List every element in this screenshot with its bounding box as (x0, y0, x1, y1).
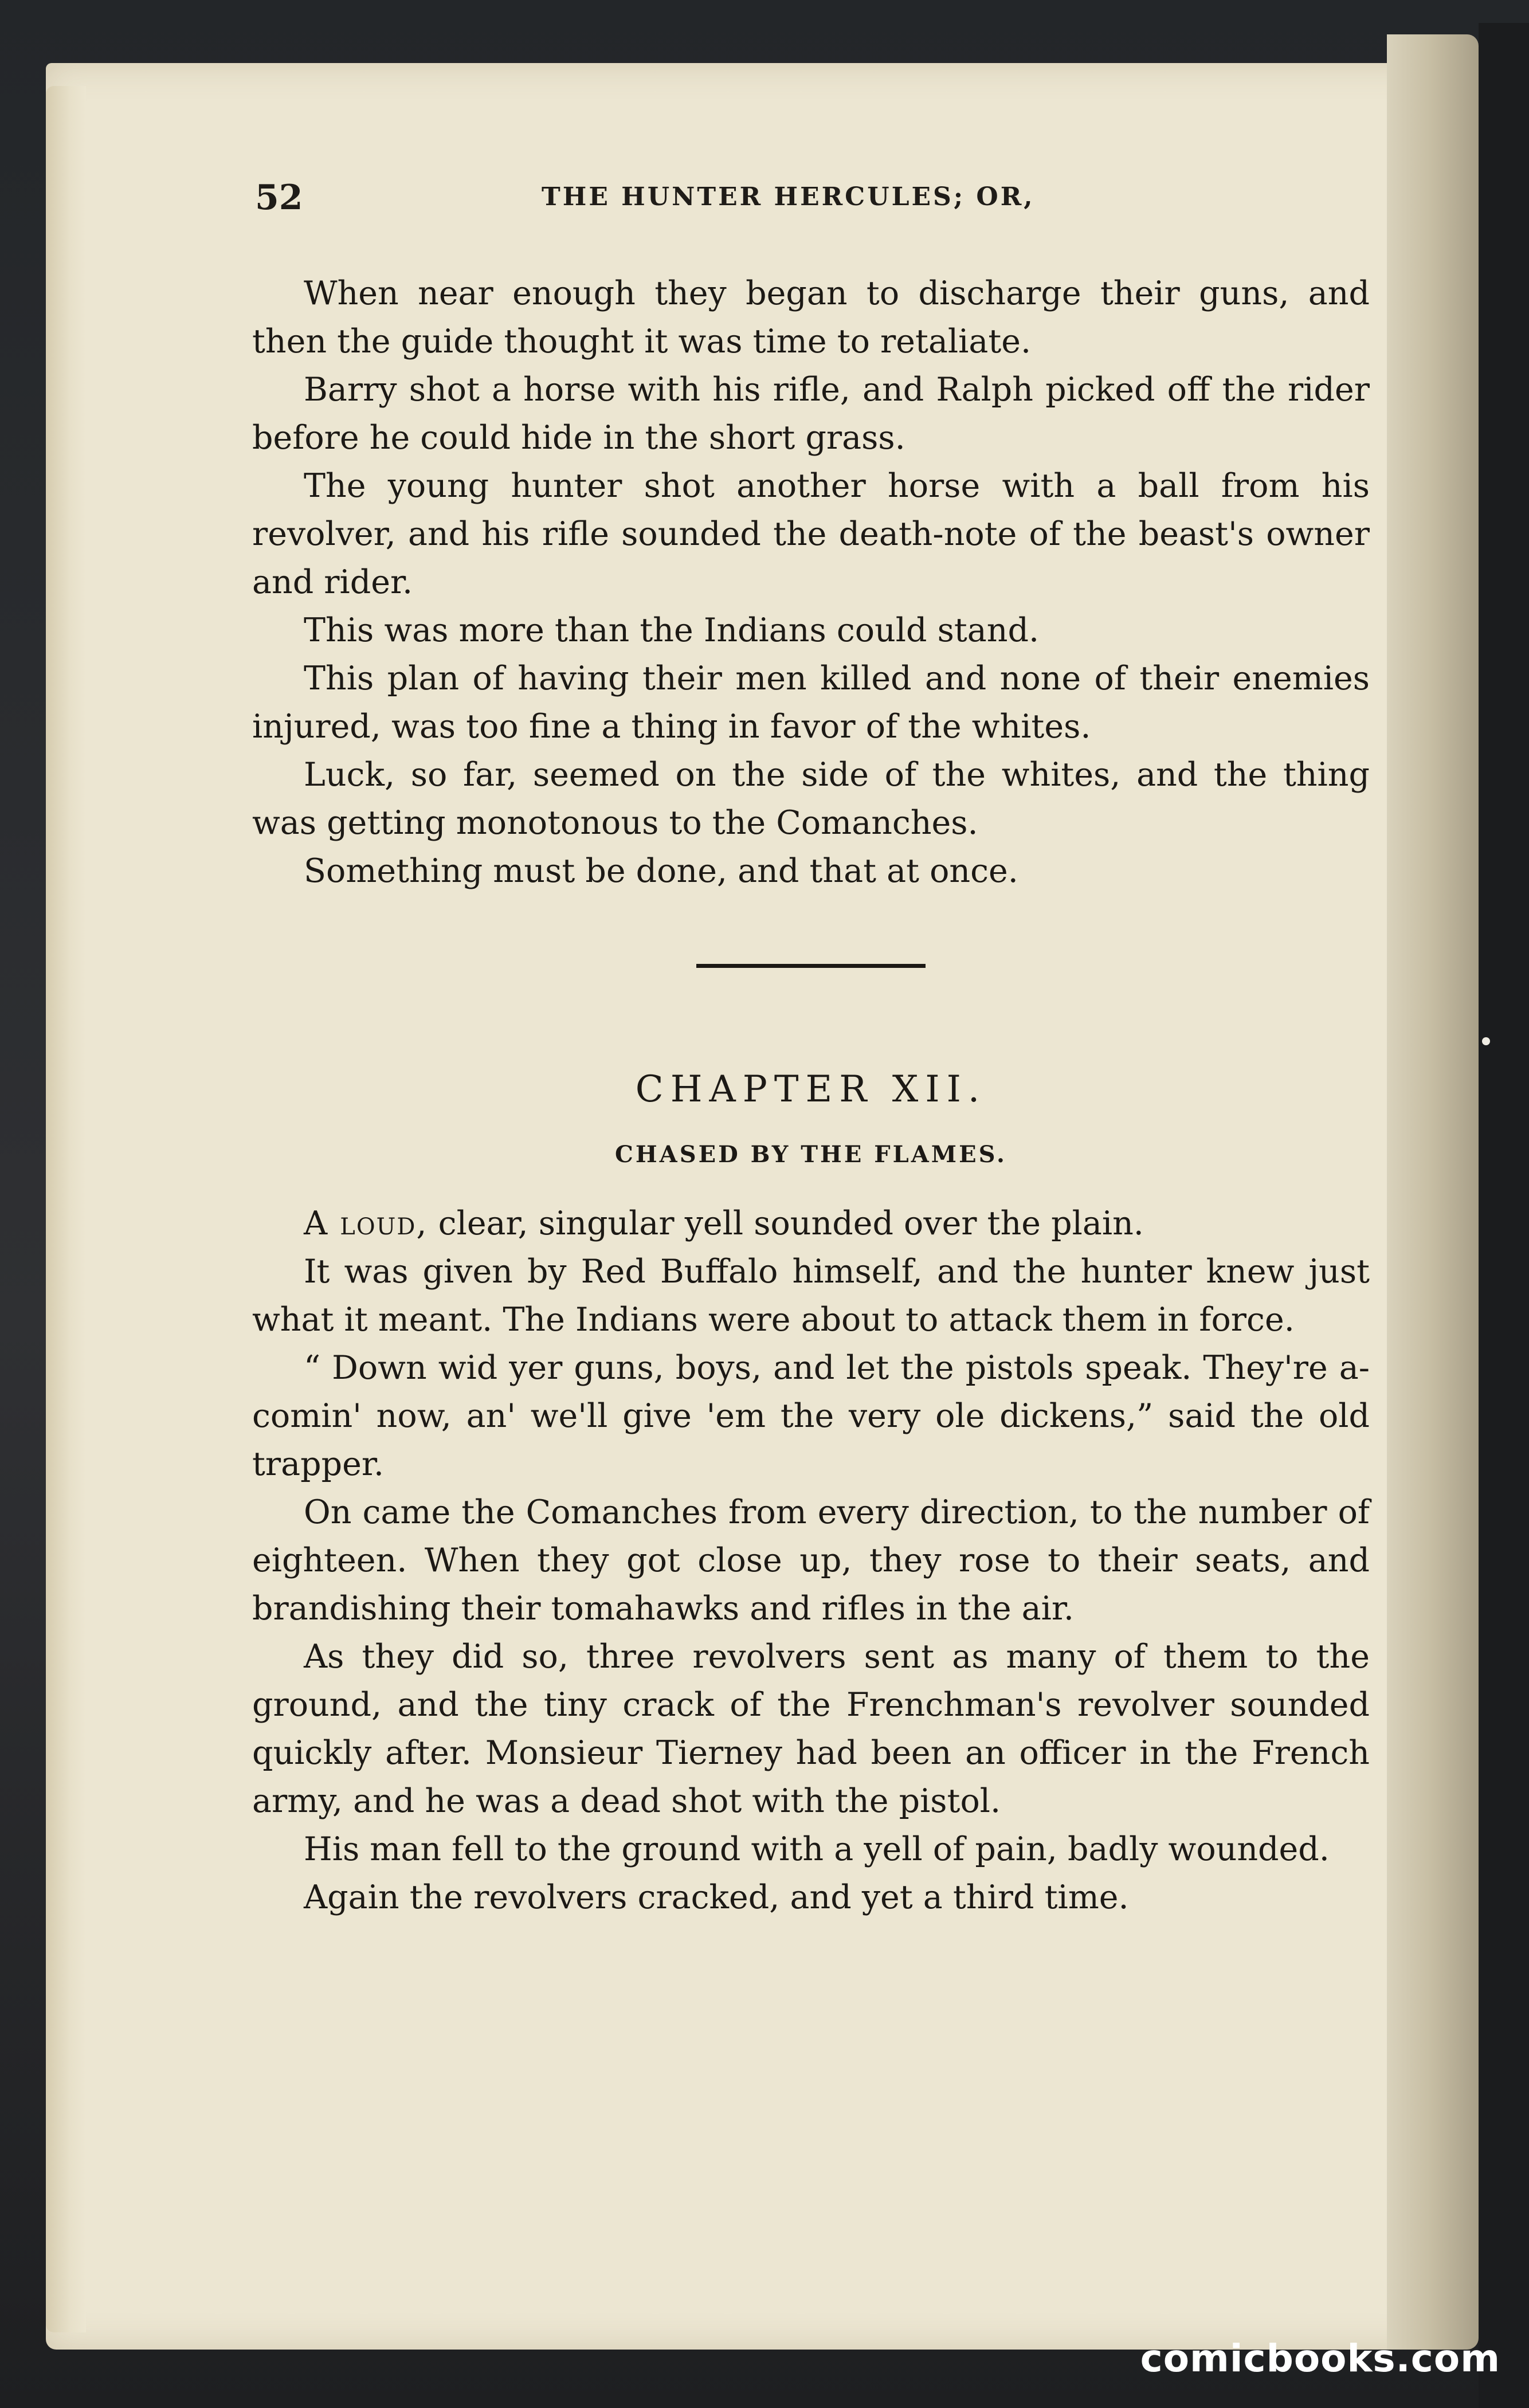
paragraph-text: clear, singular yell sounded over the plain. (428, 1205, 1144, 1242)
paragraph: This was more than the Indians could stand. (304, 611, 1040, 649)
paragraph: This plan of having their men killed and none of their enemies injured, was too fine a thing in favor of the whites. (252, 660, 1370, 746)
paragraph: Again the revolvers cracked, and yet a third time. (304, 1878, 1129, 1916)
page-number: 52 (255, 178, 303, 218)
paragraph: When near enough they began to discharge their guns, and then the guide thought it was time to retaliate. (252, 274, 1370, 360)
paragraph: His man fell to the ground with a yell of pain, badly wounded. (304, 1830, 1330, 1868)
paragraph: The young hunter shot another horse with a ball from his revolver, and his rifle sounded the death-note of the beast's owner and rider. (252, 467, 1370, 601)
paragraph: Luck, so far, seemed on the side of the whites, and the thing was getting monotonous to the Comanches. (252, 756, 1370, 842)
book-gutter (1387, 34, 1479, 2350)
page-edge (46, 86, 86, 2332)
running-head: THE HUNTER HERCULES; OR, (542, 182, 1035, 211)
page-text (252, 269, 1370, 1921)
chapter-title: CHAPTER XII. (635, 1068, 987, 1111)
drop-lead: A loud, (304, 1205, 428, 1242)
section-divider (696, 964, 926, 968)
page-header (255, 178, 1287, 229)
paragraph: On came the Comanches from every direction, to the number of eighteen. When they got close up, they rose to their seats, and brandishing their tomahawks and rifles in the air. (252, 1493, 1370, 1627)
watermark: comicbooks.com (1140, 2336, 1500, 2380)
paragraph: As they did so, three revolvers sent as many of them to the ground, and the tiny crack of the Frenchman's revolver sounded quickly after. Monsieur Tierney had been an officer in the French army, and he was a dead shot with the pistol. (252, 1638, 1370, 1820)
book-spine-shadow (1479, 23, 1529, 2408)
paragraph: “ Down wid yer guns, boys, and let the pistols speak. They're a-comin' now, an' we'll give 'em the very ole dickens,” said the old trapper. (252, 1349, 1370, 1483)
paragraph: Something must be done, and that at once. (304, 852, 1018, 890)
paragraph: Barry shot a horse with his rifle, and Ralph picked off the rider before he could hide in the short grass. (252, 371, 1370, 457)
chapter-first-paragraph (252, 1199, 1370, 1248)
margin-speck (1482, 1037, 1490, 1045)
paragraph: It was given by Red Buffalo himself, and the hunter knew just what it meant. The Indians were about to attack them in force. (252, 1253, 1370, 1339)
chapter-subtitle: CHASED BY THE FLAMES. (615, 1141, 1007, 1168)
